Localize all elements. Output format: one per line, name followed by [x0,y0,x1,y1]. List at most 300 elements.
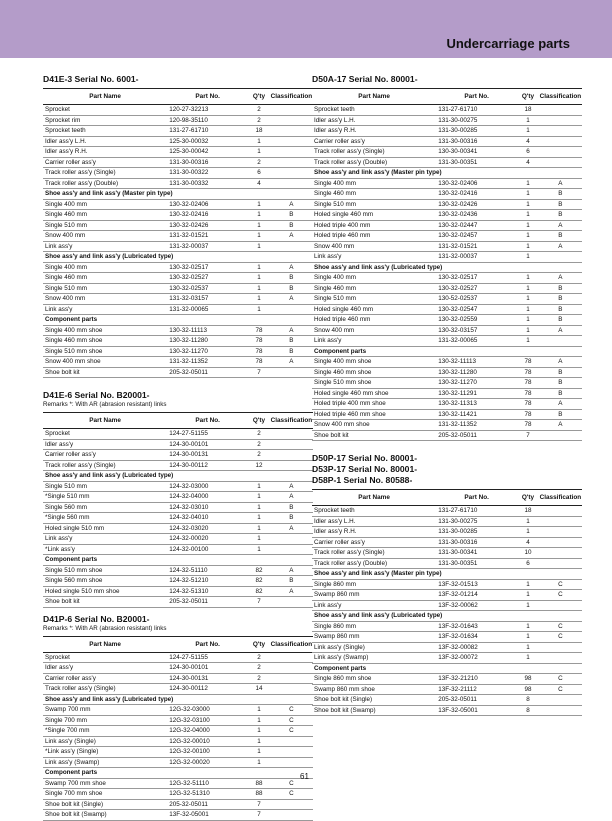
classification-cell: B [539,189,582,200]
remarks-d41e6: Remarks *: With AR (abrasion resistant) links [43,401,167,408]
table-row [43,357,313,368]
part-no-cell: 12G-32-51310 [167,789,248,800]
classification-cell [270,747,313,758]
table-row [312,674,582,685]
part-no-cell: 130-32-02416 [167,210,248,221]
part-name-cell: Track roller ass'y (Single) [43,684,167,695]
part-no-cell: 130-32-02559 [436,315,517,326]
classification-cell [270,810,313,821]
part-no-cell: 130-32-11270 [167,346,248,357]
classification-cell [270,241,313,252]
col-header-classification: Classification [270,413,313,429]
table-row [43,684,313,695]
table-row [43,325,313,336]
classification-cell: A [270,294,313,305]
qty-cell: 1 [248,147,270,158]
table-row [312,273,582,284]
part-name-cell: Shoe bolt kit [43,597,167,608]
table-row [312,283,582,294]
classification-cell [270,673,313,684]
page-title: Undercarriage parts [446,36,570,51]
part-name-cell: Idler ass'y R.H. [43,147,167,158]
classification-cell: B [539,210,582,221]
qty-cell: 4 [248,178,270,189]
table-row [312,399,582,410]
qty-cell: 1 [248,273,270,284]
parts-table-d41e6 [43,412,313,608]
table-row [43,126,313,137]
classification-cell [270,304,313,315]
part-name-cell: Single 460 mm [43,273,167,284]
group-label: Shoe ass'y and link ass'y (Lubricated type) [43,471,313,482]
part-no-cell: 125-30-00032 [167,136,248,147]
qty-cell: 6 [517,147,539,158]
classification-cell [539,136,582,147]
part-name-cell: Track roller ass'y (Double) [43,178,167,189]
qty-cell: 1 [248,715,270,726]
section-title-d50p17: D50P-17 Serial No. 80001- [312,453,418,463]
classification-cell [270,105,313,116]
qty-cell: 1 [517,231,539,242]
table-row [43,157,313,168]
qty-cell: 78 [248,346,270,357]
part-no-cell: 13F-32-00072 [436,653,517,664]
table-row [312,558,582,569]
classification-cell [539,430,582,441]
classification-cell: C [270,715,313,726]
part-no-cell: 131-27-61710 [436,506,517,517]
part-name-cell: Holed single 510 mm [43,523,167,534]
part-name-cell: Idler ass'y [43,439,167,450]
classification-cell: B [539,199,582,210]
part-name-cell: Swamp 700 mm [43,705,167,716]
table-row [43,534,313,545]
part-no-cell: 131-32-11352 [436,420,517,431]
table-row [312,420,582,431]
col-header-part-name: Part Name [43,413,167,429]
qty-cell: 2 [248,115,270,126]
part-no-cell: 130-32-11113 [167,325,248,336]
qty-cell: 78 [248,325,270,336]
classification-cell: B [539,378,582,389]
part-name-cell: Shoe bolt kit (Swamp) [43,810,167,821]
qty-cell: 1 [517,516,539,527]
table-row [43,439,313,450]
qty-cell: 8 [517,705,539,716]
parts-table-d41e3 [43,88,313,378]
qty-cell: 2 [248,429,270,440]
col-header-part-no: Part No. [167,636,248,652]
classification-cell: C [539,674,582,685]
qty-cell: 1 [248,304,270,315]
parts-table-d50p17 [312,489,582,716]
part-name-cell: Link ass'y [312,600,436,611]
part-no-cell: 130-32-11280 [436,367,517,378]
part-no-cell: 130-32-03157 [436,325,517,336]
part-no-cell: 124-32-04010 [167,513,248,524]
group-header-row [43,252,313,263]
table-row [43,241,313,252]
col-header-classification: Classification [539,490,582,506]
part-no-cell: 124-32-51110 [167,565,248,576]
part-no-cell: 130-32-02406 [167,199,248,210]
part-name-cell: Holed single 460 mm shoe [312,388,436,399]
table-header-row [43,413,313,429]
part-name-cell: Track roller ass'y (Double) [312,558,436,569]
part-name-cell: Single 860 mm [312,579,436,590]
qty-cell: 78 [517,399,539,410]
section-title-d41e3: D41E-3 Serial No. 6001- [43,74,139,84]
qty-cell: 2 [248,673,270,684]
table-row [312,357,582,368]
group-header-row [43,189,313,200]
qty-cell: 4 [517,136,539,147]
qty-cell: 2 [248,157,270,168]
part-no-cell: 130-32-11280 [167,336,248,347]
col-header-part-no: Part No. [167,413,248,429]
part-name-cell: Snow 400 mm [312,241,436,252]
part-name-cell: Single 400 mm [312,273,436,284]
part-no-cell: 124-27-51155 [167,429,248,440]
classification-cell: B [270,220,313,231]
part-no-cell: 130-32-11270 [436,378,517,389]
table-row [43,586,313,597]
table-row [43,523,313,534]
group-header-row [43,768,313,779]
part-name-cell: Holed single 460 mm [312,304,436,315]
col-header-part-no: Part No. [436,89,517,105]
group-header-row [312,262,582,273]
classification-cell [270,429,313,440]
table-row [43,231,313,242]
qty-cell: 1 [248,736,270,747]
table-row [312,430,582,441]
part-name-cell: Single 510 mm [43,283,167,294]
part-no-cell: 120-27-32213 [167,105,248,116]
remarks-d41p6: Remarks *: With AR (abrasion resistant) links [43,624,167,632]
classification-cell [270,115,313,126]
table-row [312,388,582,399]
classification-cell [270,450,313,461]
part-no-cell: 13F-32-21210 [436,674,517,685]
table-row [312,304,582,315]
part-no-cell: 125-30-00042 [167,147,248,158]
part-name-cell: Single 460 mm [43,210,167,221]
qty-cell: 1 [517,283,539,294]
table-row [43,147,313,158]
classification-cell: A [539,273,582,284]
qty-cell: 1 [517,199,539,210]
table-row [43,262,313,273]
part-name-cell: Holed single 460 mm [312,210,436,221]
classification-cell: B [270,273,313,284]
part-no-cell: 205-32-05011 [167,799,248,810]
left-column [43,74,313,821]
table-row [312,220,582,231]
classification-cell: B [539,283,582,294]
table-row [43,429,313,440]
part-no-cell: 131-27-61710 [167,126,248,137]
classification-cell [270,736,313,747]
part-name-cell: Holed single 510 mm shoe [43,586,167,597]
part-name-cell: Single 510 mm shoe [43,346,167,357]
qty-cell: 78 [517,388,539,399]
classification-cell: C [539,579,582,590]
qty-cell: 2 [248,450,270,461]
qty-cell: 88 [248,789,270,800]
table-header-row [312,490,582,506]
part-no-cell: 124-30-00131 [167,673,248,684]
part-no-cell: 13F-32-01634 [436,632,517,643]
qty-cell: 1 [248,757,270,768]
qty-cell: 1 [517,632,539,643]
group-header-row [43,471,313,482]
qty-cell: 1 [517,294,539,305]
part-no-cell: 130-32-02447 [436,220,517,231]
table-row [43,576,313,587]
qty-cell: 1 [517,527,539,538]
part-name-cell: *Single 700 mm [43,726,167,737]
part-name-cell: Single 460 mm [312,189,436,200]
group-label: Shoe ass'y and link ass'y (Lubricated type) [312,262,582,273]
part-name-cell: Single 700 mm shoe [43,789,167,800]
qty-cell: 82 [248,586,270,597]
qty-cell: 1 [517,210,539,221]
part-name-cell: Holed triple 460 mm [312,231,436,242]
table-row [43,492,313,503]
table-row [312,642,582,653]
part-no-cell: 131-32-00037 [167,241,248,252]
qty-cell: 4 [517,157,539,168]
qty-cell: 6 [517,558,539,569]
part-no-cell: 12G-32-03100 [167,715,248,726]
part-name-cell: Swamp 860 mm shoe [312,684,436,695]
part-no-cell: 124-27-51155 [167,652,248,663]
table-row [43,652,313,663]
table-row [312,600,582,611]
qty-cell: 1 [517,126,539,137]
qty-cell: 1 [248,136,270,147]
part-no-cell: 205-32-05011 [436,430,517,441]
group-label: Component parts [43,315,313,326]
part-no-cell: 130-32-02426 [436,199,517,210]
qty-cell: 1 [517,579,539,590]
part-name-cell: Holed triple 400 mm [312,220,436,231]
part-no-cell: 131-30-00316 [436,537,517,548]
header-banner [0,0,612,58]
qty-cell: 1 [248,283,270,294]
part-no-cell: 13F-32-05001 [436,705,517,716]
qty-cell: 1 [517,336,539,347]
table-row [312,653,582,664]
part-no-cell: 130-30-00341 [436,147,517,158]
classification-cell: B [539,294,582,305]
part-name-cell: Sprocket [43,105,167,116]
part-name-cell: Snow 400 mm [43,294,167,305]
table-row [312,378,582,389]
table-row [43,736,313,747]
classification-cell [270,157,313,168]
classification-cell [539,147,582,158]
qty-cell: 18 [248,126,270,137]
part-no-cell: 130-32-02406 [436,178,517,189]
part-name-cell: *Link ass'y [43,544,167,555]
qty-cell: 1 [248,210,270,221]
part-no-cell: 130-32-02517 [436,273,517,284]
table-row [312,516,582,527]
part-name-cell: Snow 400 mm shoe [43,357,167,368]
col-header-part-name: Part Name [43,89,167,105]
part-name-cell: Single 400 mm [312,178,436,189]
table-row [312,367,582,378]
qty-cell: 1 [517,273,539,284]
part-name-cell: Single 560 mm [43,502,167,513]
qty-cell: 1 [248,523,270,534]
table-row [43,105,313,116]
table-row [312,537,582,548]
part-no-cell: 131-30-00275 [436,516,517,527]
part-no-cell: 130-32-02436 [436,210,517,221]
part-name-cell: Track roller ass'y (Single) [312,548,436,559]
part-name-cell: Single 510 mm [43,220,167,231]
col-header-part-name: Part Name [312,89,436,105]
part-no-cell: 205-32-05011 [436,695,517,706]
part-no-cell: 130-32-02426 [167,220,248,231]
table-row [43,715,313,726]
table-row [43,460,313,471]
table-row [312,506,582,517]
part-name-cell: Single 510 mm shoe [43,565,167,576]
part-name-cell: *Single 560 mm [43,513,167,524]
part-name-cell: Single 510 mm [312,199,436,210]
qty-cell: 98 [517,684,539,695]
classification-cell [539,705,582,716]
part-no-cell: 124-30-00101 [167,439,248,450]
classification-cell: A [270,481,313,492]
part-name-cell: Link ass'y (Single) [312,642,436,653]
part-no-cell: 13F-32-00082 [436,642,517,653]
classification-cell: A [270,492,313,503]
qty-cell: 1 [248,241,270,252]
part-no-cell: 13F-32-01513 [436,579,517,590]
table-row [312,527,582,538]
part-name-cell: Single 860 mm shoe [312,674,436,685]
classification-cell: C [539,684,582,695]
group-label: Shoe ass'y and link ass'y (Master pin type) [43,189,313,200]
part-name-cell: Idler ass'y R.H. [312,527,436,538]
classification-cell: C [270,778,313,789]
part-no-cell: 131-32-00065 [436,336,517,347]
classification-cell [539,252,582,263]
part-no-cell: 124-32-03000 [167,481,248,492]
classification-cell [539,157,582,168]
classification-cell [270,126,313,137]
classification-cell [539,115,582,126]
qty-cell: 1 [517,115,539,126]
classification-cell [539,527,582,538]
classification-cell [270,460,313,471]
part-name-cell: Single 460 mm [312,283,436,294]
group-header-row [312,611,582,622]
part-no-cell: 131-30-00351 [436,558,517,569]
group-header-row [312,168,582,179]
table-row [312,325,582,336]
table-row [43,304,313,315]
qty-cell: 1 [248,705,270,716]
table-row [43,199,313,210]
col-header-part-name: Part Name [312,490,436,506]
group-label: Shoe ass'y and link ass'y (Lubricated type) [312,611,582,622]
col-header-qty: Q'ty [517,89,539,105]
classification-cell: A [270,199,313,210]
classification-cell: C [539,590,582,601]
qty-cell: 1 [248,544,270,555]
part-no-cell: 124-32-00020 [167,534,248,545]
part-no-cell: 205-32-05011 [167,367,248,378]
part-no-cell: 13F-32-01214 [436,590,517,601]
part-name-cell: Idler ass'y R.H. [312,126,436,137]
table-row [43,283,313,294]
qty-cell: 1 [248,199,270,210]
part-no-cell: 120-98-35110 [167,115,248,126]
classification-cell: B [270,502,313,513]
classification-cell: B [539,388,582,399]
qty-cell: 1 [248,231,270,242]
part-name-cell: Idler ass'y L.H. [312,516,436,527]
table-row [43,663,313,674]
part-no-cell: 12G-32-51110 [167,778,248,789]
col-header-classification: Classification [270,636,313,652]
part-no-cell: 124-30-00101 [167,663,248,674]
classification-cell [539,537,582,548]
classification-cell [270,652,313,663]
classification-cell [270,663,313,674]
classification-cell [539,653,582,664]
classification-cell [270,799,313,810]
part-name-cell: Link ass'y (Swamp) [312,653,436,664]
part-name-cell: *Link ass'y (Single) [43,747,167,758]
table-header-row [312,89,582,105]
part-no-cell: 124-30-00112 [167,460,248,471]
part-no-cell: 130-52-02537 [436,294,517,305]
qty-cell: 7 [248,367,270,378]
group-label: Shoe ass'y and link ass'y (Master pin type) [312,569,582,580]
table-row [312,695,582,706]
part-no-cell: 130-32-02457 [436,231,517,242]
table-row [312,409,582,420]
section-title-d58p1: D58P-1 Serial No. 80588- [312,475,413,485]
qty-cell: 78 [517,409,539,420]
classification-cell: B [539,231,582,242]
part-no-cell: 130-32-02527 [436,283,517,294]
qty-cell: 12 [248,460,270,471]
part-name-cell: Shoe bolt kit (Single) [312,695,436,706]
classification-cell: A [539,399,582,410]
part-name-cell: Snow 400 mm [312,325,436,336]
qty-cell: 1 [517,621,539,632]
group-label: Component parts [312,346,582,357]
qty-cell: 7 [248,597,270,608]
table-row [43,336,313,347]
part-no-cell: 124-32-51310 [167,586,248,597]
classification-cell: A [539,325,582,336]
classification-cell: A [270,231,313,242]
part-name-cell: Link ass'y [43,304,167,315]
group-header-row [312,346,582,357]
qty-cell: 78 [248,357,270,368]
table-row [312,210,582,221]
part-name-cell: Holed triple 460 mm shoe [312,409,436,420]
